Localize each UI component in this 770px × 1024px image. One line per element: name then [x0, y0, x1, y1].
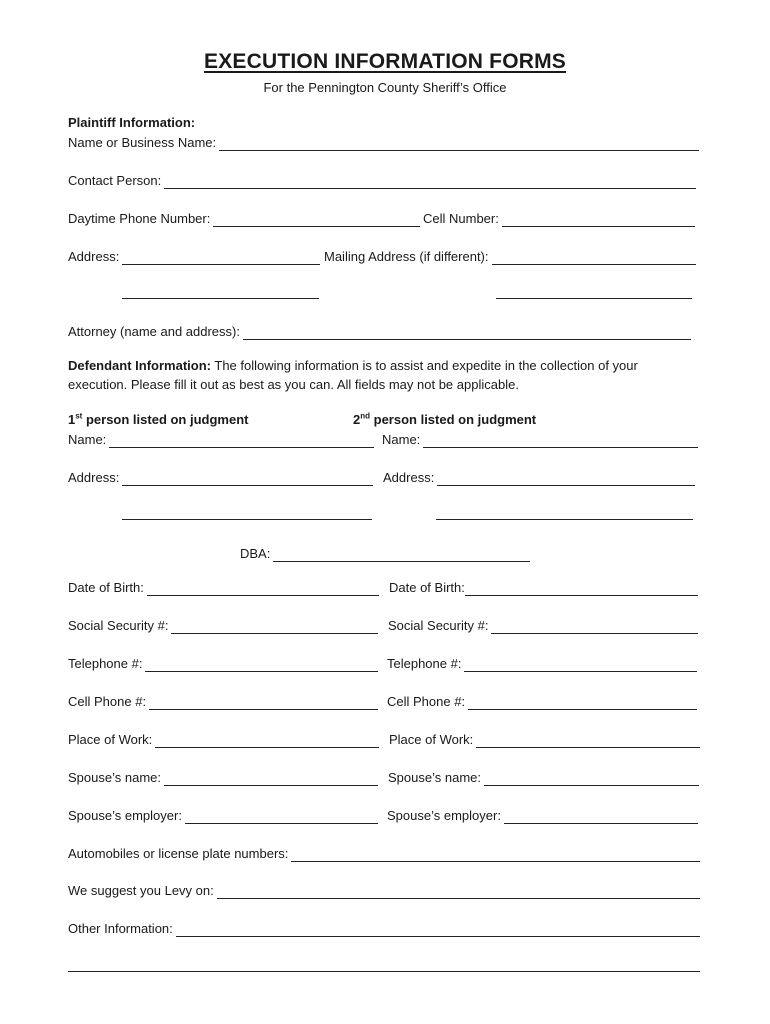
- first-spouse-label: Spouse’s name:: [68, 770, 161, 785]
- plaintiff-name-label: Name or Business Name:: [68, 135, 217, 150]
- first-work-label: Place of Work:: [68, 732, 153, 747]
- levy-field[interactable]: [217, 884, 700, 899]
- first-person-text: person listed on judgment: [82, 412, 249, 427]
- second-dob-row: [389, 578, 698, 596]
- first-spouse-employer-label: Spouse’s employer:: [68, 808, 182, 823]
- first-telephone-field[interactable]: [145, 657, 378, 672]
- second-ssn-row: [388, 616, 698, 634]
- first-spouse-employer-row: [68, 806, 378, 824]
- daytime-phone-field[interactable]: [213, 212, 420, 227]
- first-cell-label: Cell Phone #:: [68, 694, 147, 709]
- plaintiff-cell-field[interactable]: [502, 212, 695, 227]
- defendant-intro-line-1: The following information is to assist and expedite in the collection of your: [211, 358, 638, 373]
- first-address-row: [68, 468, 373, 486]
- second-dob-field[interactable]: [465, 581, 698, 596]
- plaintiff-address-label: Address:: [68, 249, 120, 264]
- first-dob-label: Date of Birth:: [68, 580, 144, 595]
- first-ssn-field[interactable]: [171, 619, 378, 634]
- second-work-label: Place of Work:: [389, 732, 474, 747]
- first-work-field[interactable]: [155, 733, 379, 748]
- first-telephone-row: [68, 654, 378, 672]
- second-telephone-field[interactable]: [464, 657, 697, 672]
- second-address-line-2[interactable]: [436, 519, 693, 520]
- second-telephone-label: Telephone #:: [387, 656, 462, 671]
- other-information-row: [68, 919, 700, 937]
- first-ssn-row: [68, 616, 378, 634]
- first-cell-field[interactable]: [149, 695, 378, 710]
- second-address-label: Address:: [383, 470, 435, 485]
- first-address-label: Address:: [68, 470, 120, 485]
- other-information-label: Other Information:: [68, 921, 173, 936]
- first-cell-row: [68, 692, 378, 710]
- second-person-heading: [353, 410, 536, 429]
- mailing-address-field[interactable]: [492, 250, 697, 265]
- plaintiff-contact-row: [68, 171, 696, 189]
- second-name-field[interactable]: [423, 433, 698, 448]
- second-person-suffix: nd: [360, 411, 371, 421]
- second-spouse-employer-field[interactable]: [504, 809, 698, 824]
- first-name-label: Name:: [68, 432, 107, 447]
- automobiles-label: Automobiles or license plate numbers:: [68, 846, 289, 861]
- second-address-field[interactable]: [437, 471, 695, 486]
- second-person-number: 2: [353, 412, 361, 427]
- plaintiff-address-field[interactable]: [122, 250, 320, 265]
- mailing-address-line-2[interactable]: [496, 298, 692, 299]
- second-cell-row: [387, 692, 697, 710]
- levy-label: We suggest you Levy on:: [68, 883, 214, 898]
- first-dob-field[interactable]: [147, 581, 379, 596]
- first-spouse-field[interactable]: [164, 771, 378, 786]
- daytime-phone-label: Daytime Phone Number:: [68, 211, 211, 226]
- plaintiff-name-row: [68, 133, 699, 151]
- form-subtitle: For the Pennington County Sheriff’s Office: [263, 80, 507, 95]
- automobiles-field[interactable]: [291, 847, 700, 862]
- second-spouse-field[interactable]: [484, 771, 699, 786]
- first-name-field[interactable]: [109, 433, 374, 448]
- plaintiff-heading: Plaintiff Information:: [68, 115, 196, 130]
- automobiles-row: [68, 844, 700, 862]
- first-telephone-label: Telephone #:: [68, 656, 143, 671]
- second-ssn-field[interactable]: [491, 619, 698, 634]
- attorney-field[interactable]: [243, 325, 691, 340]
- first-spouse-row: [68, 768, 378, 786]
- second-name-label: Name:: [382, 432, 421, 447]
- defendant-intro: [68, 356, 708, 394]
- second-cell-label: Cell Phone #:: [387, 694, 466, 709]
- second-telephone-row: [387, 654, 697, 672]
- second-spouse-employer-label: Spouse’s employer:: [387, 808, 501, 823]
- second-work-row: [389, 730, 700, 748]
- dba-field[interactable]: [273, 547, 530, 562]
- other-information-field[interactable]: [176, 922, 700, 937]
- second-work-field[interactable]: [476, 733, 700, 748]
- first-address-field[interactable]: [122, 471, 373, 486]
- first-spouse-employer-field[interactable]: [185, 809, 378, 824]
- first-name-row: [68, 430, 374, 448]
- first-person-heading: [68, 410, 248, 429]
- dba-label: DBA:: [240, 546, 271, 561]
- plaintiff-address-line-2[interactable]: [122, 298, 319, 299]
- other-information-line-2[interactable]: [68, 971, 700, 972]
- first-person-suffix: st: [75, 411, 83, 421]
- second-dob-label: Date of Birth:: [389, 580, 465, 595]
- second-ssn-label: Social Security #:: [388, 618, 489, 633]
- second-address-row: [383, 468, 695, 486]
- first-dob-row: [68, 578, 379, 596]
- second-name-row: [382, 430, 698, 448]
- second-spouse-employer-row: [387, 806, 698, 824]
- first-ssn-label: Social Security #:: [68, 618, 169, 633]
- first-person-number: 1: [68, 412, 76, 427]
- contact-person-label: Contact Person:: [68, 173, 162, 188]
- first-work-row: [68, 730, 379, 748]
- daytime-phone-row: [68, 209, 420, 227]
- plaintiff-cell-label: Cell Number:: [423, 211, 499, 226]
- first-address-line-2[interactable]: [122, 519, 372, 520]
- plaintiff-name-field[interactable]: [219, 136, 699, 151]
- attorney-label: Attorney (name and address):: [68, 324, 240, 339]
- levy-row: [68, 881, 700, 899]
- second-person-text: person listed on judgment: [370, 412, 537, 427]
- attorney-row: [68, 322, 691, 340]
- second-spouse-label: Spouse’s name:: [388, 770, 481, 785]
- contact-person-field[interactable]: [164, 174, 696, 189]
- second-spouse-row: [388, 768, 699, 786]
- mailing-address-row: [324, 247, 696, 265]
- defendant-intro-line-2: execution. Please fill it out as best as you can. All fields may not be applicable.: [68, 377, 519, 392]
- plaintiff-cell-row: [423, 209, 695, 227]
- mailing-address-label: Mailing Address (if different):: [324, 249, 489, 264]
- form-title: EXECUTION INFORMATION FORMS: [204, 50, 566, 73]
- dba-row: [240, 544, 530, 562]
- defendant-heading: Defendant Information:: [68, 358, 211, 373]
- plaintiff-address-row: [68, 247, 320, 265]
- second-cell-field[interactable]: [468, 695, 697, 710]
